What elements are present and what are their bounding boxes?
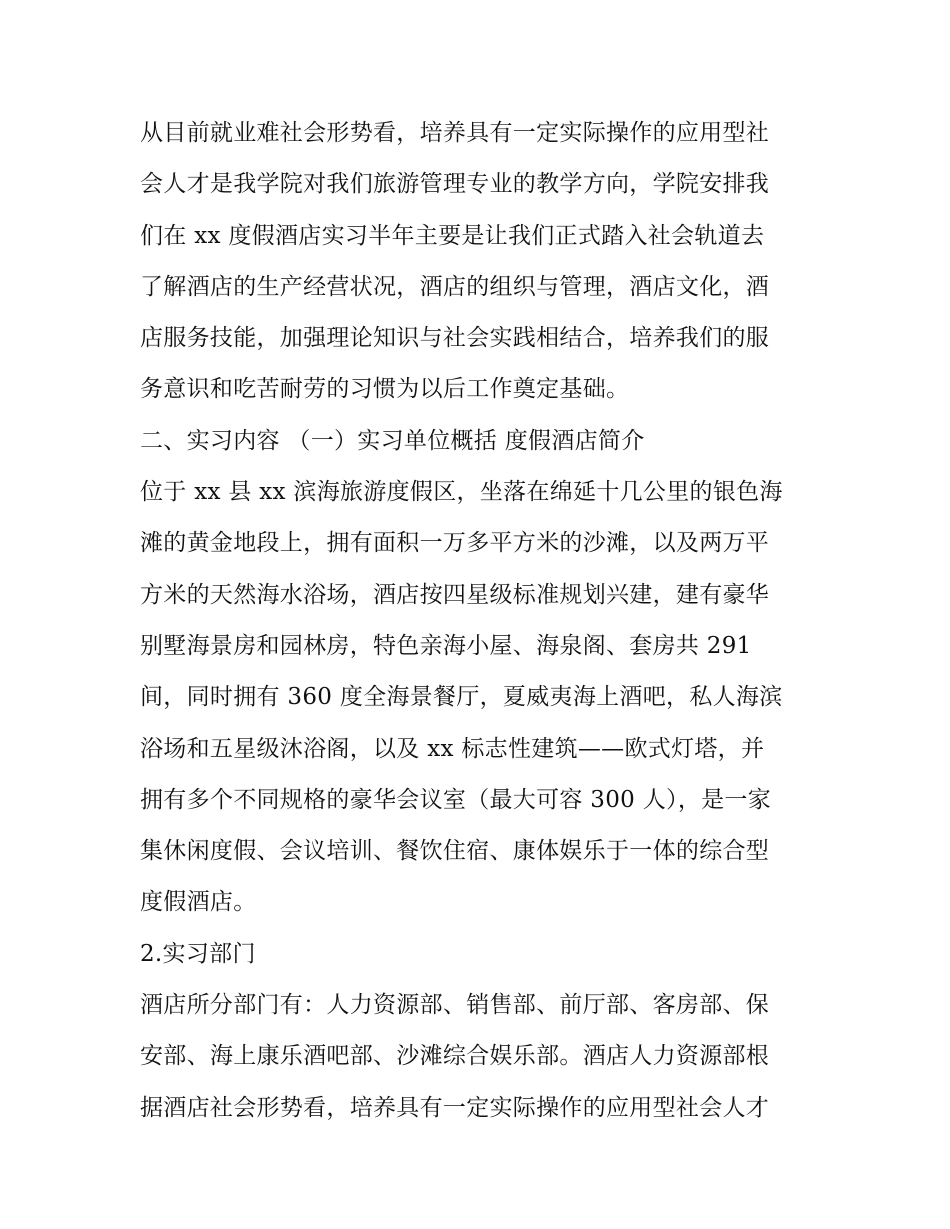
paragraph-line: 了解酒店的生产经营状况，酒店的组织与管理，酒店文化，酒 xyxy=(140,273,770,300)
paragraph-line: 别墅海景房和园林房，特色亲海小屋、海泉阁、套房共 291 xyxy=(140,632,752,659)
paragraph-line: 滩的黄金地段上，拥有面积一万多平方米的沙滩，以及两万平 xyxy=(140,530,770,557)
section-heading: 二、实习内容 （一）实习单位概括 度假酒店简介 xyxy=(140,427,645,454)
section-heading: 2.实习部门 xyxy=(140,940,256,967)
paragraph-line: 集休闲度假、会议培训、餐饮住宿、康体娱乐于一体的综合型 xyxy=(140,838,770,865)
paragraph-line: 据酒店社会形势看，培养具有一定实际操作的应用型社会人才 xyxy=(140,1094,770,1121)
paragraph-line: 浴场和五星级沐浴阁，以及 xx 标志性建筑——欧式灯塔，并 xyxy=(140,735,765,762)
paragraph-line: 方米的天然海水浴场，酒店按四星级标准规划兴建，建有豪华 xyxy=(140,581,770,608)
paragraph-line: 间，同时拥有 360 度全海景餐厅，夏威夷海上酒吧，私人海滨 xyxy=(140,684,783,711)
paragraph-line: 拥有多个不同规格的豪华会议室（最大可容 300 人），是一家 xyxy=(140,786,772,813)
paragraph-line: 会人才是我学院对我们旅游管理专业的教学方向，学院安排我 xyxy=(140,171,770,198)
paragraph-line: 位于 xx 县 xx 滨海旅游度假区，坐落在绵延十几公里的银色海 xyxy=(140,479,783,506)
paragraph-line: 从目前就业难社会形势看，培养具有一定实际操作的应用型社 xyxy=(140,120,770,146)
paragraph-line: 店服务技能，加强理论知识与社会实践相结合，培养我们的服 xyxy=(140,325,770,352)
document-body xyxy=(140,108,820,1134)
paragraph-line: 务意识和吃苦耐劳的习惯为以后工作奠定基础。 xyxy=(140,376,630,403)
paragraph-line: 度假酒店。 xyxy=(140,889,257,916)
paragraph-line: 安部、海上康乐酒吧部、沙滩综合娱乐部。酒店人力资源部根 xyxy=(140,1043,770,1070)
paragraph-line: 酒店所分部门有：人力资源部、销售部、前厅部、客房部、保 xyxy=(140,992,770,1019)
paragraph-line: 们在 xx 度假酒店实习半年主要是让我们正式踏入社会轨道去 xyxy=(140,222,765,249)
